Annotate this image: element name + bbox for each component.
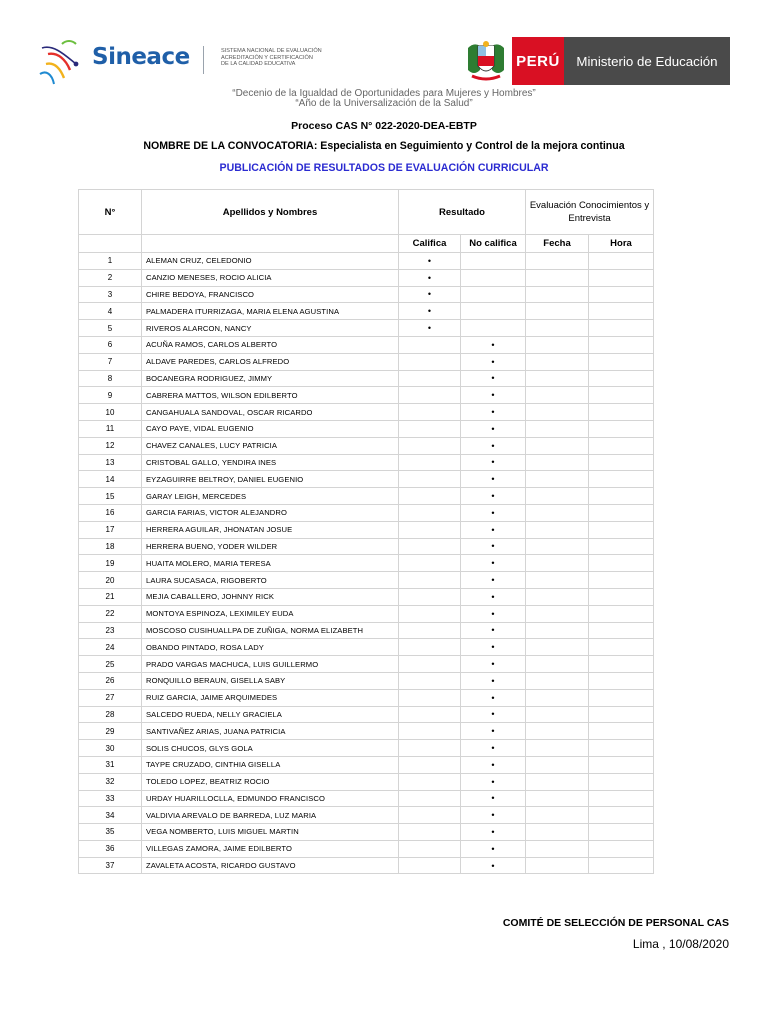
row-hora <box>589 521 654 538</box>
table-row <box>79 454 654 471</box>
header-evaluacion: Evaluación Conocimientos y Entrevista <box>526 190 654 235</box>
table-row <box>79 420 654 437</box>
row-no-califica: • <box>461 521 526 538</box>
row-number: 23 <box>79 622 142 639</box>
row-hora <box>589 420 654 437</box>
table-row <box>79 538 654 555</box>
table-row <box>79 253 654 270</box>
row-number: 37 <box>79 857 142 874</box>
row-fecha <box>526 773 589 790</box>
row-number: 28 <box>79 706 142 723</box>
row-no-califica: • <box>461 672 526 689</box>
row-number: 17 <box>79 521 142 538</box>
row-hora <box>589 656 654 673</box>
table-row <box>79 504 654 521</box>
table-row <box>79 773 654 790</box>
row-califica <box>399 387 461 404</box>
row-no-califica: • <box>461 420 526 437</box>
row-number: 32 <box>79 773 142 790</box>
row-hora <box>589 269 654 286</box>
table-row <box>79 857 654 874</box>
sineace-brand: Sineace <box>92 44 190 70</box>
row-califica <box>399 521 461 538</box>
table-row <box>79 706 654 723</box>
row-fecha <box>526 824 589 841</box>
row-no-califica: • <box>461 336 526 353</box>
row-name: OBANDO PINTADO, ROSA LADY <box>142 639 399 656</box>
peru-coat-of-arms-icon <box>464 40 508 82</box>
decenio-text: “Decenio de la Igualdad de Oportunidades para Mujeres y Hombres” <box>232 88 536 99</box>
row-name: CHIRE BEDOYA, FRANCISCO <box>142 286 399 303</box>
row-hora <box>589 572 654 589</box>
row-no-califica: • <box>461 387 526 404</box>
row-number: 12 <box>79 437 142 454</box>
header-califica: Califica <box>399 235 461 253</box>
row-no-califica: • <box>461 605 526 622</box>
row-number: 16 <box>79 504 142 521</box>
row-fecha <box>526 538 589 555</box>
row-name: HUAITA MOLERO, MARIA TERESA <box>142 555 399 572</box>
row-name: RONQUILLO BERAUN, GISELLA SABY <box>142 672 399 689</box>
row-no-califica: • <box>461 471 526 488</box>
row-hora <box>589 723 654 740</box>
row-no-califica: • <box>461 437 526 454</box>
row-number: 31 <box>79 756 142 773</box>
ministry-label: Ministerio de Educación <box>564 37 730 85</box>
row-number: 4 <box>79 303 142 320</box>
row-hora <box>589 740 654 757</box>
row-no-califica: • <box>461 404 526 421</box>
row-hora <box>589 706 654 723</box>
row-califica <box>399 756 461 773</box>
row-hora <box>589 370 654 387</box>
row-fecha <box>526 555 589 572</box>
row-fecha <box>526 471 589 488</box>
row-califica <box>399 588 461 605</box>
row-califica <box>399 639 461 656</box>
row-name: SALCEDO RUEDA, NELLY GRACIELA <box>142 706 399 723</box>
row-no-califica: • <box>461 723 526 740</box>
row-fecha <box>526 639 589 656</box>
row-califica <box>399 404 461 421</box>
row-number: 19 <box>79 555 142 572</box>
header-name: Apellidos y Nombres <box>142 190 399 235</box>
row-califica <box>399 773 461 790</box>
row-califica <box>399 740 461 757</box>
row-califica <box>399 824 461 841</box>
row-no-califica: • <box>461 656 526 673</box>
row-number: 35 <box>79 824 142 841</box>
row-hora <box>589 807 654 824</box>
table-row <box>79 840 654 857</box>
table-row <box>79 320 654 337</box>
header-blank <box>79 235 142 253</box>
row-name: SOLIS CHUCOS, GLYS GOLA <box>142 740 399 757</box>
proceso-title: Proceso CAS N° 022-2020-DEA-EBTP <box>291 120 477 132</box>
row-califica <box>399 723 461 740</box>
row-name: URDAY HUARILLOCLLA, EDMUNDO FRANCISCO <box>142 790 399 807</box>
row-hora <box>589 437 654 454</box>
row-fecha <box>526 320 589 337</box>
row-califica <box>399 336 461 353</box>
row-califica <box>399 857 461 874</box>
table-row <box>79 269 654 286</box>
row-number: 29 <box>79 723 142 740</box>
row-no-califica: • <box>461 639 526 656</box>
convocatoria-title: NOMBRE DE LA CONVOCATORIA: Especialista en Seguimiento y Control de la mejora continua <box>143 140 625 152</box>
table-row <box>79 756 654 773</box>
row-fecha <box>526 790 589 807</box>
table-row <box>79 286 654 303</box>
row-hora <box>589 672 654 689</box>
row-number: 18 <box>79 538 142 555</box>
row-name: CHAVEZ CANALES, LUCY PATRICIA <box>142 437 399 454</box>
row-number: 7 <box>79 353 142 370</box>
row-number: 14 <box>79 471 142 488</box>
row-number: 2 <box>79 269 142 286</box>
header-fecha: Fecha <box>526 235 589 253</box>
peru-label: PERÚ <box>512 37 564 85</box>
row-name: BOCANEGRA RODRIGUEZ, JIMMY <box>142 370 399 387</box>
anio-text: “Año de la Universalización de la Salud” <box>295 98 473 109</box>
row-hora <box>589 454 654 471</box>
row-no-califica: • <box>461 689 526 706</box>
row-name: VILLEGAS ZAMORA, JAIME EDILBERTO <box>142 840 399 857</box>
row-hora <box>589 387 654 404</box>
row-hora <box>589 336 654 353</box>
row-califica <box>399 488 461 505</box>
row-no-califica: • <box>461 807 526 824</box>
row-no-califica: • <box>461 572 526 589</box>
results-table <box>78 189 654 874</box>
row-name: PRADO VARGAS MACHUCA, LUIS GUILLERMO <box>142 656 399 673</box>
row-hora <box>589 320 654 337</box>
header-blank <box>142 235 399 253</box>
table-row <box>79 622 654 639</box>
table-row <box>79 656 654 673</box>
row-name: MOSCOSO CUSIHUALLPA DE ZUÑIGA, NORMA ELIZABETH <box>142 622 399 639</box>
row-fecha <box>526 572 589 589</box>
row-fecha <box>526 723 589 740</box>
row-califica <box>399 353 461 370</box>
row-name: ALEMAN CRUZ, CELEDONIO <box>142 253 399 270</box>
row-name: ACUÑA RAMOS, CARLOS ALBERTO <box>142 336 399 353</box>
table-row <box>79 723 654 740</box>
table-row <box>79 404 654 421</box>
row-name: TAYPE CRUZADO, CINTHIA GISELLA <box>142 756 399 773</box>
row-hora <box>589 538 654 555</box>
row-hora <box>589 488 654 505</box>
table-row <box>79 370 654 387</box>
row-no-califica: • <box>461 740 526 757</box>
row-fecha <box>526 807 589 824</box>
row-number: 6 <box>79 336 142 353</box>
row-fecha <box>526 672 589 689</box>
row-fecha <box>526 387 589 404</box>
sineace-logo-icon <box>36 34 90 88</box>
row-no-califica <box>461 253 526 270</box>
row-fecha <box>526 588 589 605</box>
row-califica <box>399 538 461 555</box>
row-no-califica: • <box>461 504 526 521</box>
row-fecha <box>526 437 589 454</box>
row-name: VEGA NOMBERTO, LUIS MIGUEL MARTIN <box>142 824 399 841</box>
row-name: SANTIVAÑEZ ARIAS, JUANA PATRICIA <box>142 723 399 740</box>
row-number: 3 <box>79 286 142 303</box>
row-fecha <box>526 504 589 521</box>
row-hora <box>589 555 654 572</box>
row-fecha <box>526 689 589 706</box>
table-row <box>79 521 654 538</box>
row-no-califica: • <box>461 538 526 555</box>
row-fecha <box>526 857 589 874</box>
row-califica: • <box>399 320 461 337</box>
row-hora <box>589 404 654 421</box>
row-hora <box>589 857 654 874</box>
row-number: 36 <box>79 840 142 857</box>
place-date: Lima , 10/08/2020 <box>632 937 729 951</box>
row-califica <box>399 420 461 437</box>
comite-signature: COMITÉ DE SELECCIÓN DE PERSONAL CAS <box>502 917 729 929</box>
row-hora <box>589 840 654 857</box>
row-number: 34 <box>79 807 142 824</box>
row-fecha <box>526 605 589 622</box>
row-number: 10 <box>79 404 142 421</box>
table-row <box>79 790 654 807</box>
row-name: CANGAHUALA SANDOVAL, OSCAR RICARDO <box>142 404 399 421</box>
row-no-califica: • <box>461 588 526 605</box>
row-califica <box>399 689 461 706</box>
row-number: 22 <box>79 605 142 622</box>
row-number: 5 <box>79 320 142 337</box>
row-hora <box>589 588 654 605</box>
row-fecha <box>526 656 589 673</box>
row-name: HERRERA BUENO, YODER WILDER <box>142 538 399 555</box>
row-no-califica: • <box>461 773 526 790</box>
row-califica <box>399 622 461 639</box>
logo-divider <box>203 46 204 74</box>
row-name: HERRERA AGUILAR, JHONATAN JOSUE <box>142 521 399 538</box>
row-no-califica: • <box>461 857 526 874</box>
row-no-califica: • <box>461 353 526 370</box>
row-number: 11 <box>79 420 142 437</box>
row-number: 24 <box>79 639 142 656</box>
row-number: 27 <box>79 689 142 706</box>
row-no-califica: • <box>461 840 526 857</box>
row-number: 9 <box>79 387 142 404</box>
row-name: LAURA SUCASACA, RIGOBERTO <box>142 572 399 589</box>
table-row <box>79 555 654 572</box>
row-no-califica: • <box>461 370 526 387</box>
row-hora <box>589 756 654 773</box>
results-table-body <box>79 253 654 874</box>
row-name: MEJIA CABALLERO, JOHNNY RICK <box>142 588 399 605</box>
row-fecha <box>526 706 589 723</box>
row-name: RIVEROS ALARCON, NANCY <box>142 320 399 337</box>
table-row <box>79 807 654 824</box>
row-fecha <box>526 353 589 370</box>
table-row <box>79 387 654 404</box>
row-califica <box>399 555 461 572</box>
row-number: 25 <box>79 656 142 673</box>
row-no-califica <box>461 286 526 303</box>
row-fecha <box>526 420 589 437</box>
row-fecha <box>526 404 589 421</box>
row-name: CRISTOBAL GALLO, YENDIRA INES <box>142 454 399 471</box>
row-name: CAYO PAYE, VIDAL EUGENIO <box>142 420 399 437</box>
table-row <box>79 588 654 605</box>
table-row <box>79 639 654 656</box>
row-fecha <box>526 303 589 320</box>
row-hora <box>589 689 654 706</box>
row-califica: • <box>399 253 461 270</box>
row-no-califica: • <box>461 622 526 639</box>
row-no-califica <box>461 269 526 286</box>
table-row <box>79 689 654 706</box>
row-name: RUIZ GARCIA, JAIME ARQUIMEDES <box>142 689 399 706</box>
row-califica <box>399 437 461 454</box>
sineace-subtitle-line: SISTEMA NACIONAL DE EVALUACIÓN <box>221 48 322 54</box>
sineace-subtitle-line: DE LA CALIDAD EDUCATIVA <box>221 61 296 68</box>
row-califica <box>399 471 461 488</box>
row-califica <box>399 454 461 471</box>
row-number: 30 <box>79 740 142 757</box>
row-califica <box>399 840 461 857</box>
row-name: ALDAVE PAREDES, CARLOS ALFREDO <box>142 353 399 370</box>
row-hora <box>589 286 654 303</box>
row-number: 15 <box>79 488 142 505</box>
row-hora <box>589 790 654 807</box>
row-califica <box>399 672 461 689</box>
table-row <box>79 488 654 505</box>
row-hora <box>589 504 654 521</box>
row-califica <box>399 656 461 673</box>
header-no-califica: No califica <box>461 235 526 253</box>
row-no-califica: • <box>461 454 526 471</box>
table-row <box>79 336 654 353</box>
row-hora <box>589 622 654 639</box>
table-row <box>79 824 654 841</box>
row-califica <box>399 504 461 521</box>
row-hora <box>589 253 654 270</box>
row-name: VALDIVIA AREVALO DE BARREDA, LUZ MARIA <box>142 807 399 824</box>
row-no-califica <box>461 303 526 320</box>
row-no-califica: • <box>461 706 526 723</box>
row-no-califica: • <box>461 824 526 841</box>
row-califica <box>399 605 461 622</box>
row-hora <box>589 303 654 320</box>
row-fecha <box>526 840 589 857</box>
row-califica <box>399 370 461 387</box>
sineace-subtitle <box>221 48 351 68</box>
row-no-califica: • <box>461 555 526 572</box>
row-name: ZAVALETA ACOSTA, RICARDO GUSTAVO <box>142 857 399 874</box>
row-name: GARAY LEIGH, MERCEDES <box>142 488 399 505</box>
table-row <box>79 471 654 488</box>
table-row <box>79 303 654 320</box>
row-hora <box>589 471 654 488</box>
row-hora <box>589 605 654 622</box>
row-no-califica <box>461 320 526 337</box>
row-fecha <box>526 488 589 505</box>
row-number: 1 <box>79 253 142 270</box>
row-fecha <box>526 521 589 538</box>
table-row <box>79 672 654 689</box>
table-row <box>79 740 654 757</box>
table-row <box>79 605 654 622</box>
row-fecha <box>526 756 589 773</box>
row-califica: • <box>399 303 461 320</box>
row-califica <box>399 790 461 807</box>
row-no-califica: • <box>461 756 526 773</box>
row-name: MONTOYA ESPINOZA, LEXIMILEY EUDA <box>142 605 399 622</box>
row-no-califica: • <box>461 488 526 505</box>
row-name: CANZIO MENESES, ROCIO ALICIA <box>142 269 399 286</box>
row-number: 33 <box>79 790 142 807</box>
row-number: 13 <box>79 454 142 471</box>
row-number: 21 <box>79 588 142 605</box>
row-hora <box>589 353 654 370</box>
row-fecha <box>526 253 589 270</box>
row-number: 20 <box>79 572 142 589</box>
row-fecha <box>526 336 589 353</box>
row-name: CABRERA MATTOS, WILSON EDILBERTO <box>142 387 399 404</box>
row-fecha <box>526 370 589 387</box>
row-fecha <box>526 622 589 639</box>
row-number: 26 <box>79 672 142 689</box>
row-name: GARCIA FARIAS, VICTOR ALEJANDRO <box>142 504 399 521</box>
publicacion-title: PUBLICACIÓN DE RESULTADOS DE EVALUACIÓN CURRICULAR <box>219 162 549 174</box>
row-number: 8 <box>79 370 142 387</box>
row-fecha <box>526 269 589 286</box>
row-califica: • <box>399 269 461 286</box>
row-fecha <box>526 286 589 303</box>
row-no-califica: • <box>461 790 526 807</box>
row-fecha <box>526 454 589 471</box>
row-name: PALMADERA ITURRIZAGA, MARIA ELENA AGUSTINA <box>142 303 399 320</box>
row-hora <box>589 639 654 656</box>
row-name: TOLEDO LOPEZ, BEATRIZ ROCIO <box>142 773 399 790</box>
table-row <box>79 572 654 589</box>
row-califica <box>399 807 461 824</box>
row-hora <box>589 824 654 841</box>
header-resultado: Resultado <box>399 190 526 235</box>
table-row <box>79 437 654 454</box>
table-row <box>79 353 654 370</box>
row-califica <box>399 572 461 589</box>
header-num: N° <box>79 190 142 235</box>
sineace-subtitle-line: ACREDITACIÓN Y CERTIFICACIÓN <box>221 54 313 61</box>
row-califica: • <box>399 286 461 303</box>
row-name: EYZAGUIRRE BELTROY, DANIEL EUGENIO <box>142 471 399 488</box>
header-hora: Hora <box>589 235 654 253</box>
row-califica <box>399 706 461 723</box>
row-fecha <box>526 740 589 757</box>
row-hora <box>589 773 654 790</box>
